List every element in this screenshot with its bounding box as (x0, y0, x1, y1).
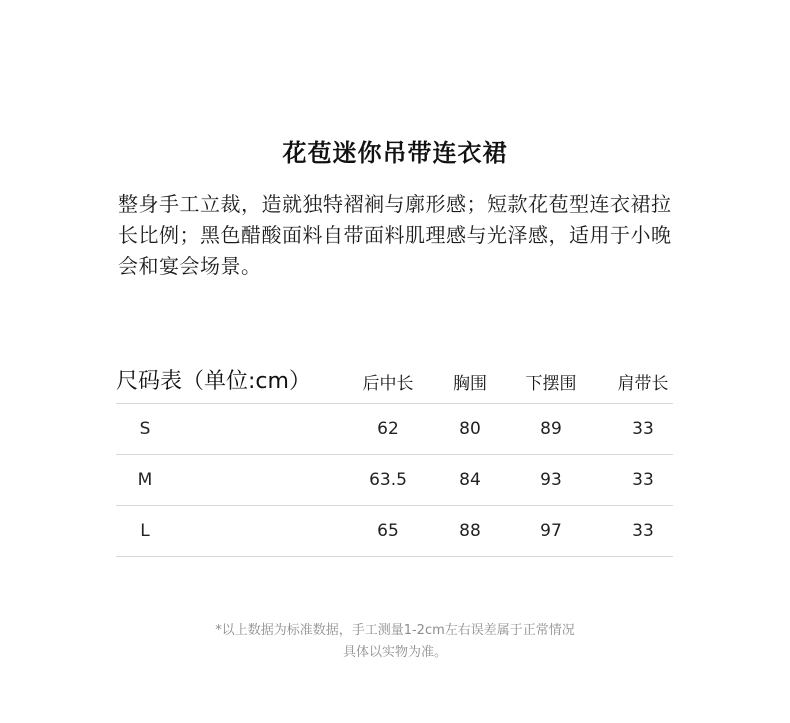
column-header-back-length: 后中长 (362, 374, 414, 394)
product-title: 花苞迷你吊带连衣裙 (282, 139, 508, 167)
table-row-s (116, 404, 673, 455)
strap-length-value: 33 (632, 419, 654, 439)
hem-value: 93 (540, 470, 562, 490)
column-header-bust: 胸围 (453, 374, 487, 394)
back-length-value: 65 (377, 521, 399, 541)
size-table-header (116, 352, 673, 404)
column-header-strap-length: 肩带长 (617, 374, 669, 394)
size-table (116, 352, 673, 557)
product-description: 整身手工立裁，造就独特褶裥与廓形感；短款花苞型连衣裙拉长比例；黑色醋酸面料自带面料肌理感与光泽感，适用于小晚会和宴会场景。 (118, 192, 672, 278)
table-row-m (116, 455, 673, 506)
column-header-hem: 下摆围 (525, 374, 577, 394)
strap-length-value: 33 (632, 521, 654, 541)
hem-value: 97 (540, 521, 562, 541)
strap-length-value: 33 (632, 470, 654, 490)
size-table-title: 尺码表（单位:cm） (116, 369, 311, 394)
bust-value: 80 (459, 419, 481, 439)
bust-value: 84 (459, 470, 481, 490)
back-length-value: 62 (377, 419, 399, 439)
bust-value: 88 (459, 521, 481, 541)
size-label: S (139, 419, 151, 439)
hem-value: 89 (540, 419, 562, 439)
size-label: L (140, 521, 150, 541)
measurement-note: *以上数据为标准数据，手工测量1-2cm左右误差属于正常情况 (215, 623, 575, 638)
measurement-note-tail: 具体以实物为准。 (342, 645, 447, 660)
table-row-l (116, 506, 673, 557)
back-length-value: 63.5 (369, 470, 407, 490)
size-label: M (137, 470, 153, 490)
